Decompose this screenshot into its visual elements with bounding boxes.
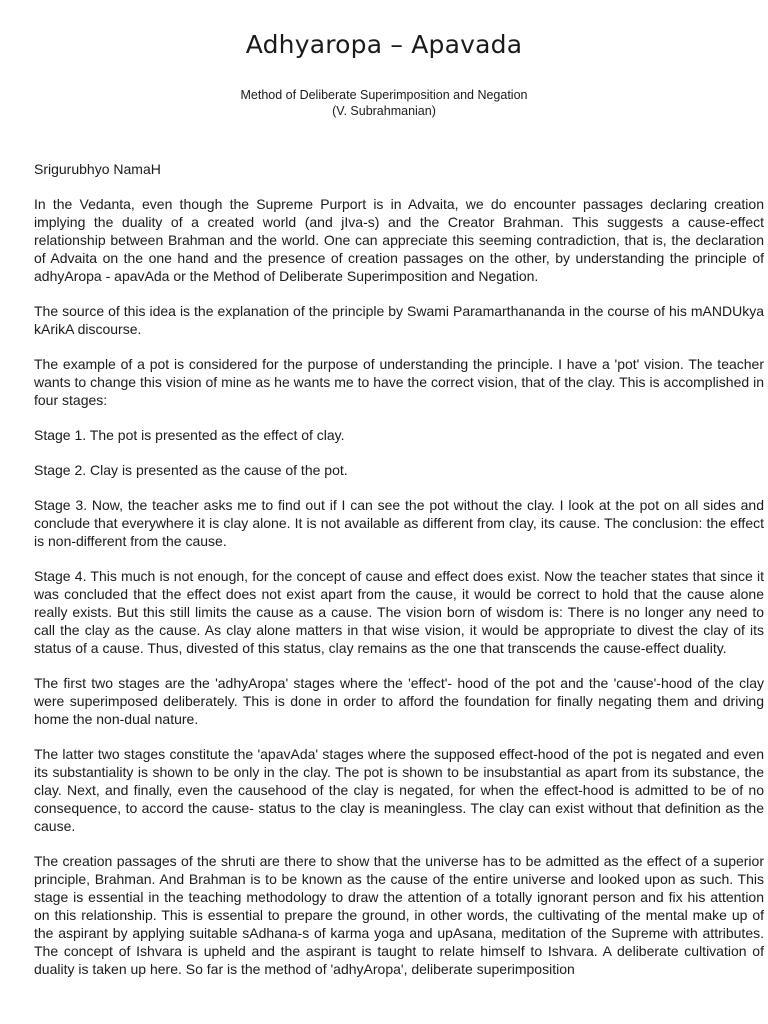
paragraph-pot-example: The example of a pot is considered for the purpose of understanding the principle. I have a 'pot' vision. The teacher wants to change this vision of mine as he wants me to have the correct vision, that of the clay. This is accomplished in four stages: [34,356,764,408]
paragraph-stage-3: Stage 3. Now, the teacher asks me to find out if I can see the pot without the clay. I look at the pot on all sides and conclude that everywhere it is clay alone. It is not available as different from clay, its cause. The conclusion: the effect is non-different from the cause. [34,497,764,549]
paragraph-creation-passages: The creation passages of the shruti are there to show that the universe has to be admitted as the effect of a superior principle, Brahman. And Brahman is to be known as the cause of the entire universe and looked upon as such. This stage is essential in the teaching methodology to draw the attention of a totally ignorant person and fix his attention on this relationship. This is essential to prepare the ground, in other words, the cultivating of the mental make up of the aspirant by applying suitable sAdhana-s of karma yoga and upAsana, meditation of the Supreme with attributes. The concept of Ishvara is upheld and the aspirant is taught to relate himself to Ishvara. A deliberate cultivation of duality is taken up here. So far is the method of 'adhyAropa', deliberate superimposition [34,853,764,977]
document-subtitle: Method of Deliberate Superimposition and Negation [240,88,528,102]
paragraph-stage-1: Stage 1. The pot is presented as the effect of clay. [34,427,345,443]
paragraph-stage-4: Stage 4. This much is not enough, for the concept of cause and effect does exist. Now the teacher states that since it was concluded that the effect does not exist apart from the cause, it would be correct to hold that the cause alone really exists. But this still limits the cause as a cause. The vision born of wisdom is: There is no longer any need to call the clay as the cause. As clay alone matters in that wise vision, it would be appropriate to divest the clay of its status of a cause. Thus, divested of this status, clay remains as the one that transcends the cause-effect duality. [34,568,764,656]
document-author: (V. Subrahmanian) [332,104,436,118]
salutation: Srigurubhyo NamaH [34,161,161,177]
paragraph-source: The source of this idea is the explanation of the principle by Swami Paramarthananda in the course of his mANDUkya kArikA discourse. [34,303,764,337]
paragraph-stage-2: Stage 2. Clay is presented as the cause of the pot. [34,462,348,478]
document-body [34,160,764,995]
paragraph-intro: In the Vedanta, even though the Supreme Purport is in Advaita, we do encounter passages declaring creation implying the duality of a created world (and jIva-s) and the Creator Brahman. This suggests a cause-effect relationship between Brahman and the world. One can appreciate this seeming contradiction, that is, the declaration of Advaita on the one hand and the presence of creation passages on the other, by understanding the principle of adhyAropa - apavAda or the Method of Deliberate Superimposition and Negation. [34,196,764,284]
paragraph-adhyaropa-stages: The first two stages are the 'adhyAropa' stages where the 'effect'- hood of the pot and the 'cause'-hood of the clay were superimposed deliberately. This is done in order to afford the foundation for finally negating them and driving home the non-dual nature. [34,675,764,727]
document-subtitle-block [0,87,768,119]
paragraph-apavada-stages: The latter two stages constitute the 'apavAda' stages where the supposed effect-hood of the pot is negated and even its substantiality is shown to be only in the clay. The pot is shown to be insubstantial as apart from its substance, the clay. Next, and finally, even the causehood of the clay is negated, for when the effect-hood is admitted to be of no consequence, to accord the cause- status to the clay is meaningless. The clay can exist without that definition as the cause. [34,746,764,834]
document-title: Adhyaropa – Apavada [245,30,523,59]
